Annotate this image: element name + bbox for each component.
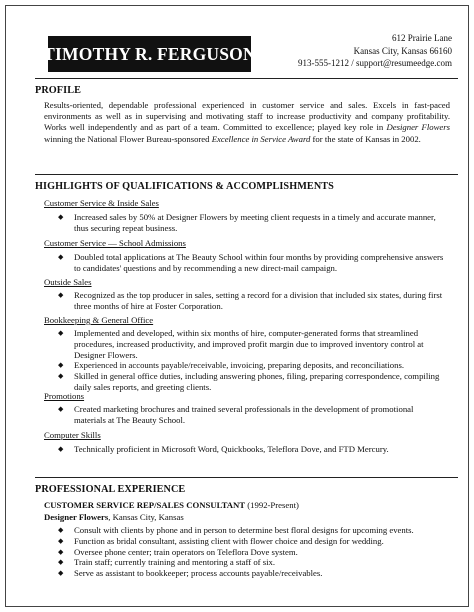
resume-page	[5, 5, 469, 607]
divider-highlights	[35, 174, 458, 175]
list-item: ◆ Experienced in accounts payable/receivable, invoicing, preparing deposits, and reconciliations.	[58, 360, 405, 371]
bullet-diamond-icon: ◆	[58, 405, 64, 413]
list-computer-skills	[54, 444, 446, 455]
subheading-bookkeeping: Bookkeeping & General Office	[44, 315, 154, 325]
list-experience-duties	[54, 525, 446, 579]
list-item: ◆ Created marketing brochures and trained several professionals in the development of promotional materials at The Beauty School.	[58, 404, 414, 425]
subheading-promotions: Promotions	[44, 391, 85, 401]
list-school-admissions	[54, 252, 446, 274]
bullet-diamond-icon: ◆	[58, 558, 64, 567]
name-banner	[43, 36, 256, 72]
bullet-diamond-icon: ◆	[58, 213, 64, 221]
list-bookkeeping	[54, 328, 446, 393]
list-item: ◆ Technically proficient in Microsoft Word, Quickbooks, Teleflora Dove, and FTD Mercury.	[58, 444, 389, 454]
section-title-experience: PROFESSIONAL EXPERIENCE	[35, 484, 186, 495]
subheading-customer-service: Customer Service & Inside Sales	[44, 198, 159, 208]
subheading-outside-sales: Outside Sales	[44, 277, 92, 287]
divider-experience	[35, 477, 458, 478]
section-title-profile: PROFILE	[35, 85, 81, 96]
bullet-diamond-icon: ◆	[58, 291, 64, 299]
list-promotions	[54, 404, 446, 426]
bullet-diamond-icon: ◆	[58, 372, 64, 381]
section-title-highlights: HIGHLIGHTS OF QUALIFICATIONS & ACCOMPLISHMENTS	[35, 181, 334, 192]
bullet-diamond-icon: ◆	[58, 361, 64, 370]
bullet-diamond-icon: ◆	[58, 329, 64, 337]
bullet-diamond-icon: ◆	[58, 253, 64, 261]
divider-profile	[35, 78, 458, 79]
subheading-school-admissions: Customer Service — School Admissions	[44, 238, 186, 248]
subheading-computer-skills: Computer Skills	[44, 430, 101, 440]
contact-block	[298, 32, 452, 70]
profile-text: Results-oriented, dependable professional experienced in customer service and sales. Excels in fast-paced environments as well as in supervising and motivating staff to increase productivity and company profitability. Works well independently and as part of a team. Committed to excellence; played key role in Designer Flowers winning the National Flower Bureau-sponsored Excellence in Service Award for the state of Kansas in 2002.	[44, 100, 450, 144]
address-line-2: Kansas City, Kansas 66160	[353, 45, 452, 56]
list-outside-sales	[54, 290, 446, 312]
list-customer-service	[54, 212, 446, 234]
address-line-1: 612 Prairie Lane	[392, 33, 452, 43]
list-item: ◆ Increased sales by 50% at Designer Flowers by meeting client requests in a timely and accurate manner, thus securing repeat business.	[58, 212, 436, 233]
candidate-name: TIMOTHY R. FERGUSON	[43, 43, 256, 64]
bullet-diamond-icon: ◆	[58, 445, 64, 453]
job-company: Designer Flowers, Kansas City, Kansas	[44, 512, 184, 522]
list-item: ◆ Skilled in general office duties, including answering phones, filing, preparing correspondence, compiling daily sales reports, and greeting clients.	[58, 371, 440, 392]
bullet-diamond-icon: ◆	[58, 526, 64, 534]
bullet-diamond-icon: ◆	[58, 547, 64, 556]
phone-email: 913-555-1212 / support@resumeedge.com	[297, 58, 452, 68]
list-item: ◆ Doubled total applications at The Beauty School within four months by providing comprehensive answers to candidates' questions and by recommending a new direct-mail campaign.	[58, 252, 444, 273]
list-item: ◆ Consult with clients by phone and in person to determine best floral designs for upcoming events.	[58, 525, 414, 535]
job-title: CUSTOMER SERVICE REP/SALES CONSULTANT (1992-Present)	[44, 500, 299, 510]
list-item: ◆ Oversee phone center; train operators on Teleflora Dove system.	[58, 546, 298, 557]
list-item: ◆ Serve as assistant to bookkeeper; process accounts payable/receivables.	[58, 568, 323, 579]
bullet-diamond-icon: ◆	[58, 536, 64, 545]
list-item: ◆ Recognized as the top producer in sales, setting a record for a division that included six states, during first three months of hire at Foster Corporation.	[58, 290, 443, 311]
list-item: ◆ Implemented and developed, within six months of hire, computer-generated forms that streamlined procedures, increased productivity, and improved profit margin due to improved inventory control at Designer Flowers.	[58, 328, 424, 360]
list-item: ◆ Function as bridal consultant, assisting client with flower choice and design for wedding.	[58, 535, 384, 546]
list-item: ◆ Train staff; currently training and mentoring a staff of six.	[58, 557, 276, 568]
bullet-diamond-icon: ◆	[58, 569, 64, 578]
